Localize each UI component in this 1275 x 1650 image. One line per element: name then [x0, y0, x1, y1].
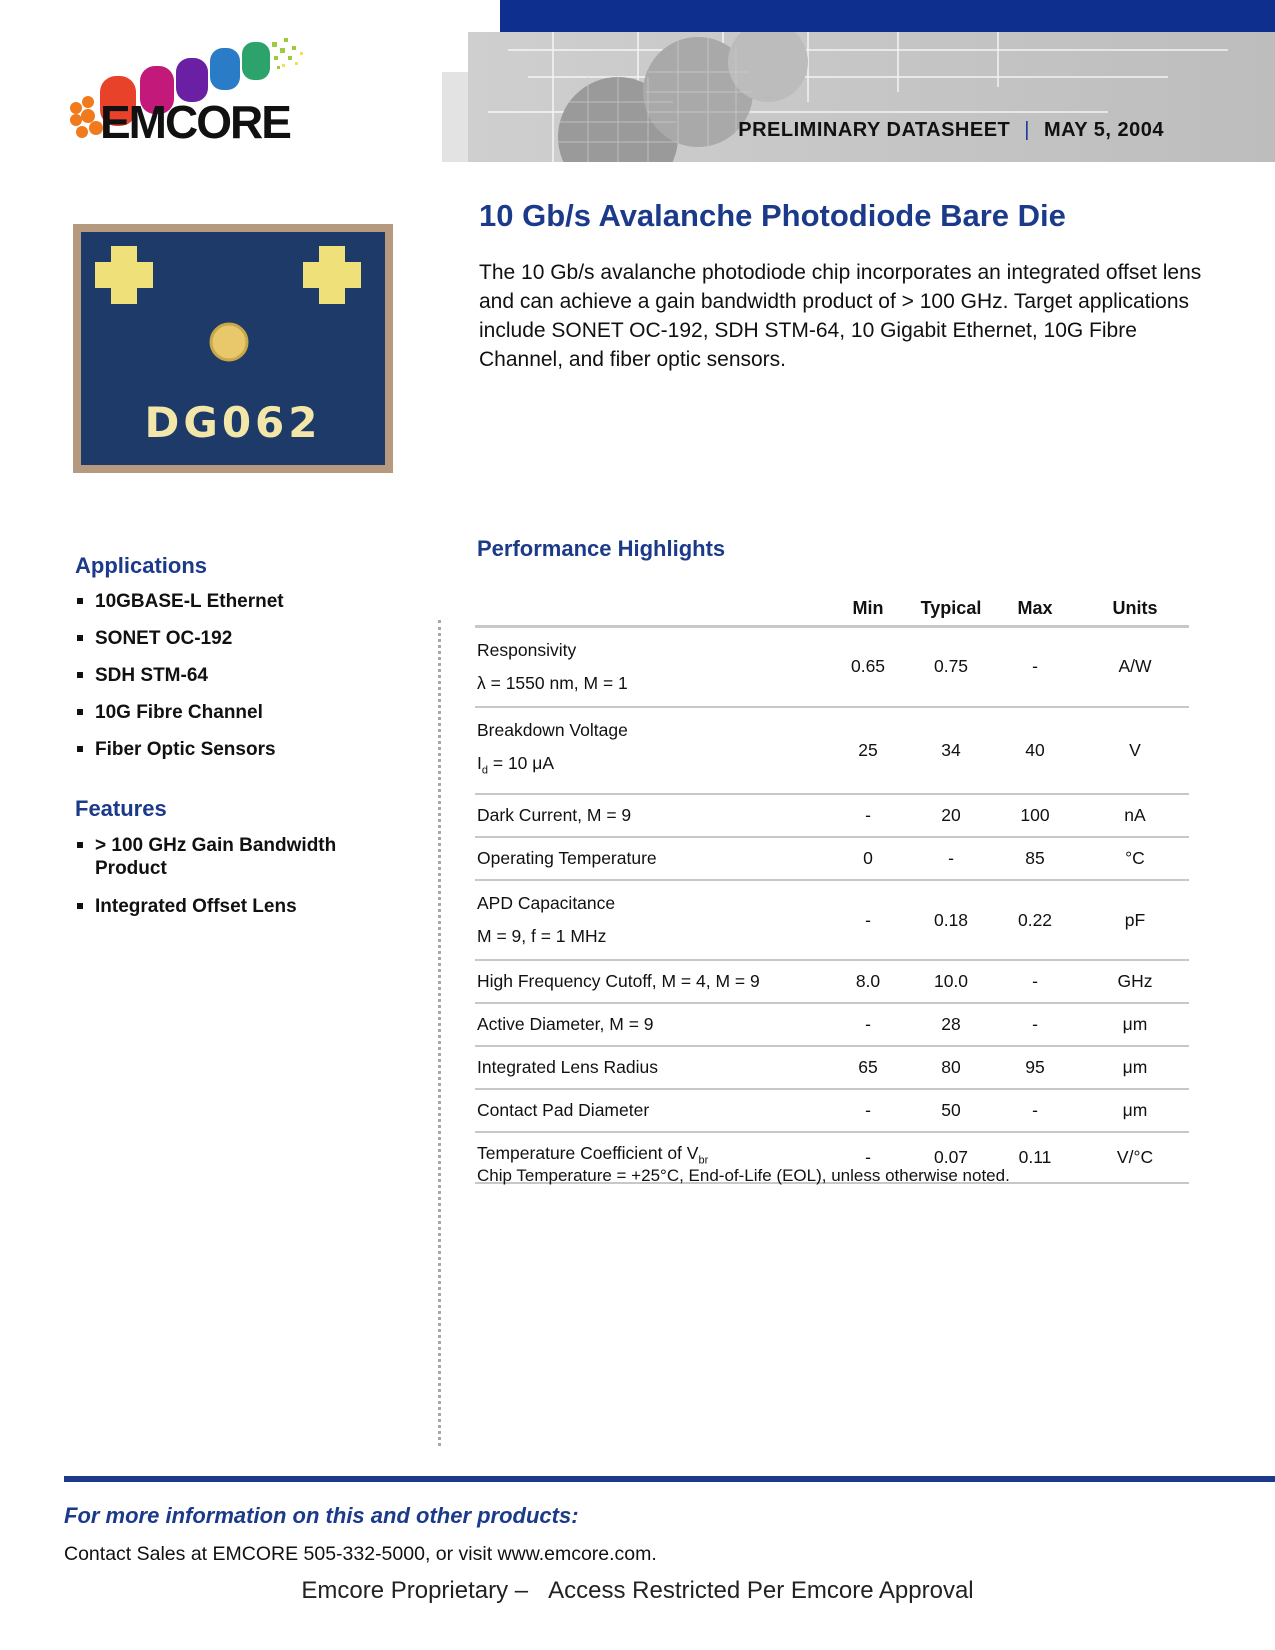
units-cell: V/°C [1081, 1132, 1189, 1183]
typical-cell: 20 [913, 794, 989, 837]
min-cell: - [823, 880, 913, 960]
parameter-condition: λ = 1550 nm, M = 1 [477, 672, 628, 693]
page-title: 10 Gb/s Avalanche Photodiode Bare Die [479, 198, 1066, 233]
min-cell: - [823, 794, 913, 837]
logo-wordmark: EMCORE [100, 96, 290, 148]
applications-list [75, 590, 284, 775]
list-item: > 100 GHz Gain Bandwidth Product [75, 834, 375, 880]
chip-die [81, 232, 385, 465]
min-cell: - [823, 1089, 913, 1132]
typical-cell: 0.75 [913, 626, 989, 707]
header-band [468, 32, 1275, 162]
table-row [475, 837, 1189, 880]
max-cell: - [989, 626, 1081, 707]
applications-heading: Applications [75, 553, 208, 578]
min-cell: 0 [823, 837, 913, 880]
max-cell: - [989, 960, 1081, 1003]
parameter-name: Dark Current, M = 9 [475, 794, 823, 837]
parameter-name: Operating Temperature [475, 837, 823, 880]
list-item: Fiber Optic Sensors [75, 738, 284, 761]
proprietary-right: Access Restricted Per Emcore Approval [548, 1577, 974, 1604]
units-cell: μm [1081, 1089, 1189, 1132]
proprietary-left: Emcore Proprietary – [301, 1577, 529, 1604]
header-separator: | [1024, 119, 1030, 141]
typical-cell: 10.0 [913, 960, 989, 1003]
typical-cell: - [913, 837, 989, 880]
typical-cell: 50 [913, 1089, 989, 1132]
max-cell: 0.11 [989, 1132, 1081, 1183]
column-header: Max [989, 592, 1081, 626]
condition-symbol: I [477, 752, 482, 773]
more-info-heading: For more information on this and other products: [64, 1503, 579, 1528]
min-cell: 25 [823, 707, 913, 795]
table-footnote: Chip Temperature = +25°C, End-of-Life (EOL), unless otherwise noted. [477, 1166, 1010, 1185]
column-divider [438, 620, 441, 1446]
doc-type: PRELIMINARY DATASHEET [738, 119, 1011, 141]
typical-cell: 34 [913, 707, 989, 795]
features-heading: Features [75, 796, 167, 821]
parameter-name: High Frequency Cutoff, M = 4, M = 9 [475, 960, 823, 1003]
min-cell: 0.65 [823, 626, 913, 707]
typical-cell: 28 [913, 1003, 989, 1046]
parameter-name: Contact Pad Diameter [475, 1089, 823, 1132]
column-header: Min [823, 592, 913, 626]
table-row [475, 707, 1189, 795]
performance-table [475, 592, 1189, 1184]
min-cell: 8.0 [823, 960, 913, 1003]
intro-paragraph: The 10 Gb/s avalanche photodiode chip incorporates an integrated offset lens and can achieve a gain bandwidth product of > 100 GHz. Target applications include SONET OC-192, SDH STM-64, 10 Gigabit Ethernet, 10G Fibre Channel, and fiber optic sensors. [479, 261, 1202, 371]
condition-value: = 10 μA [488, 752, 555, 773]
max-cell: 40 [989, 707, 1081, 795]
table-row [475, 960, 1189, 1003]
units-cell: V [1081, 707, 1189, 795]
max-cell: - [989, 1003, 1081, 1046]
min-cell: 65 [823, 1046, 913, 1089]
table-row [475, 626, 1189, 707]
parameter-cell [475, 880, 823, 960]
parameter-condition: M = 9, f = 1 MHz [477, 926, 607, 946]
max-cell: 95 [989, 1046, 1081, 1089]
parameter-name: Integrated Lens Radius [475, 1046, 823, 1089]
condition-subscript: d [481, 764, 488, 776]
max-cell: - [989, 1089, 1081, 1132]
features-list [75, 834, 375, 933]
table-row [475, 880, 1189, 960]
parameter-name: Active Diameter, M = 9 [475, 1003, 823, 1046]
typical-cell: 0.07 [913, 1132, 989, 1183]
max-cell: 85 [989, 837, 1081, 880]
chip-marking: DG062 [144, 398, 322, 447]
parameter-name: Breakdown Voltage [477, 719, 628, 740]
header-title-line [738, 119, 1164, 142]
parameter-cell [475, 626, 823, 707]
units-cell: nA [1081, 794, 1189, 837]
parameter-name: APD Capacitance [477, 893, 616, 913]
parameter-name: Temperature Coefficient of V [477, 1143, 699, 1163]
units-cell: GHz [1081, 960, 1189, 1003]
max-cell: 0.22 [989, 880, 1081, 960]
list-item: 10G Fibre Channel [75, 701, 284, 724]
units-cell: μm [1081, 1003, 1189, 1046]
table-row [475, 1003, 1189, 1046]
emcore-logo [62, 38, 312, 148]
parameter-name: Responsivity [477, 639, 577, 660]
typical-cell: 0.18 [913, 880, 989, 960]
max-cell: 100 [989, 794, 1081, 837]
units-cell: A/W [1081, 626, 1189, 707]
footer-divider [64, 1476, 1275, 1482]
min-cell: - [823, 1003, 913, 1046]
list-item: Integrated Offset Lens [75, 895, 375, 918]
column-header [475, 592, 823, 626]
table-row [475, 794, 1189, 837]
units-cell: °C [1081, 837, 1189, 880]
product-photo [73, 224, 393, 473]
header-top-bar [500, 0, 1275, 32]
table-row [475, 1046, 1189, 1089]
list-item: SONET OC-192 [75, 627, 284, 650]
list-item: 10GBASE-L Ethernet [75, 590, 284, 613]
typical-cell: 80 [913, 1046, 989, 1089]
parameter-cell [475, 707, 823, 795]
parameter-condition [477, 752, 555, 776]
contact-line: Contact Sales at EMCORE 505-332-5000, or visit www.emcore.com. [64, 1543, 657, 1565]
table-row [475, 1089, 1189, 1132]
column-header: Typical [913, 592, 989, 626]
column-header: Units [1081, 592, 1189, 626]
parameter-subscript: br [698, 1154, 709, 1167]
min-cell: - [823, 1132, 913, 1183]
proprietary-notice [0, 1577, 1275, 1605]
table-header-row [475, 592, 1189, 626]
performance-heading: Performance Highlights [477, 536, 726, 561]
units-cell: pF [1081, 880, 1189, 960]
wafer-graphic [468, 32, 1275, 162]
doc-date: MAY 5, 2004 [1043, 119, 1164, 141]
list-item: SDH STM-64 [75, 664, 284, 687]
units-cell: μm [1081, 1046, 1189, 1089]
